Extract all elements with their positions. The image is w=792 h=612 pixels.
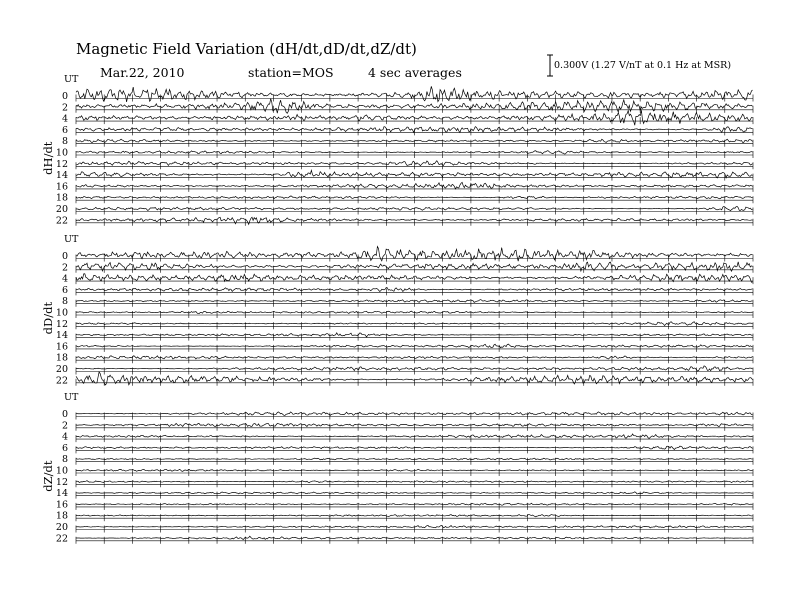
row-tick-label: 4 [61, 273, 68, 285]
row-tick-label: 6 [61, 284, 68, 296]
row-tick-label: 16 [55, 181, 68, 193]
date-label: Mar.22, 2010 [100, 65, 185, 80]
row-tick-label: 2 [61, 102, 68, 114]
panel-label: dH/dt [41, 141, 55, 175]
row-tick-label: 16 [55, 499, 68, 511]
trace-row [62, 125, 753, 136]
row-tick-label: 22 [55, 375, 68, 387]
row-tick-label: 6 [61, 442, 68, 454]
trace-row [62, 443, 753, 454]
trace-row [62, 136, 753, 147]
station-label: station=MOS [248, 65, 334, 80]
trace-row [62, 262, 753, 273]
ut-label: UT [64, 392, 79, 403]
trace-row [56, 341, 753, 352]
trace-row [56, 466, 753, 477]
row-tick-label: 0 [61, 251, 68, 262]
trace-row [56, 364, 753, 375]
trace-row [56, 522, 753, 533]
trace-row [62, 420, 753, 431]
row-tick-label: 12 [55, 476, 68, 488]
trace-row [56, 204, 753, 215]
row-tick-label: 14 [55, 330, 68, 342]
row-tick-label: 10 [55, 465, 68, 477]
panels [41, 74, 753, 544]
row-tick-label: 20 [55, 364, 68, 375]
chart-title: Magnetic Field Variation (dH/dt,dD/dt,dZ/dt) [76, 40, 417, 58]
ut-label: UT [64, 234, 79, 245]
trace-row [56, 215, 753, 226]
ut-label: UT [64, 74, 79, 85]
trace-row [56, 308, 753, 319]
trace-row [62, 274, 753, 285]
row-tick-label: 16 [55, 341, 68, 353]
row-tick-label: 18 [55, 510, 68, 522]
trace-row [56, 319, 753, 330]
row-tick-label: 4 [61, 431, 68, 443]
row-tick-label: 12 [55, 158, 68, 170]
trace-row [62, 110, 753, 125]
trace-row [56, 181, 753, 192]
trace-row [56, 159, 753, 170]
panel-2 [41, 234, 753, 386]
row-tick-label: 0 [61, 409, 68, 420]
panel-label: dD/dt [41, 301, 55, 335]
trace-row [62, 247, 753, 263]
row-tick-label: 22 [55, 215, 68, 227]
trace-row [56, 488, 753, 499]
trace-row [56, 148, 753, 159]
trace-row [62, 86, 753, 102]
row-tick-label: 6 [61, 124, 68, 136]
trace-row [56, 477, 753, 488]
panel-3 [41, 392, 753, 544]
row-tick-label: 10 [55, 307, 68, 319]
scale-bar [547, 55, 553, 76]
trace-row [56, 511, 753, 522]
trace-row [62, 296, 753, 307]
row-tick-label: 14 [55, 488, 68, 500]
trace-row [62, 432, 753, 443]
row-tick-label: 2 [61, 262, 68, 274]
trace-row [56, 170, 753, 181]
trace-row [62, 285, 753, 296]
panel-label: dZ/dt [41, 460, 55, 492]
row-tick-label: 20 [55, 204, 68, 215]
row-tick-label: 18 [55, 192, 68, 204]
row-tick-label: 14 [55, 170, 68, 182]
trace-row [56, 533, 753, 544]
row-tick-label: 12 [55, 318, 68, 330]
row-tick-label: 8 [61, 454, 68, 466]
trace-row [56, 499, 753, 510]
trace-row [56, 353, 753, 364]
row-tick-label: 0 [61, 91, 68, 102]
row-tick-label: 18 [55, 352, 68, 364]
trace-row [56, 330, 753, 341]
trace-row [62, 454, 753, 465]
row-tick-label: 20 [55, 522, 68, 533]
trace-row [62, 99, 753, 114]
scale-label: 0.300V (1.27 V/nT at 0.1 Hz at MSR) [554, 60, 732, 71]
panel-1 [41, 74, 753, 226]
row-tick-label: 8 [61, 296, 68, 308]
row-tick-label: 2 [61, 420, 68, 432]
averaging-label: 4 sec averages [368, 65, 462, 80]
row-tick-label: 4 [61, 113, 68, 125]
trace-row [62, 409, 753, 420]
row-tick-label: 10 [55, 147, 68, 159]
trace-row [56, 193, 753, 204]
row-tick-label: 22 [55, 533, 68, 545]
row-tick-label: 8 [61, 136, 68, 148]
